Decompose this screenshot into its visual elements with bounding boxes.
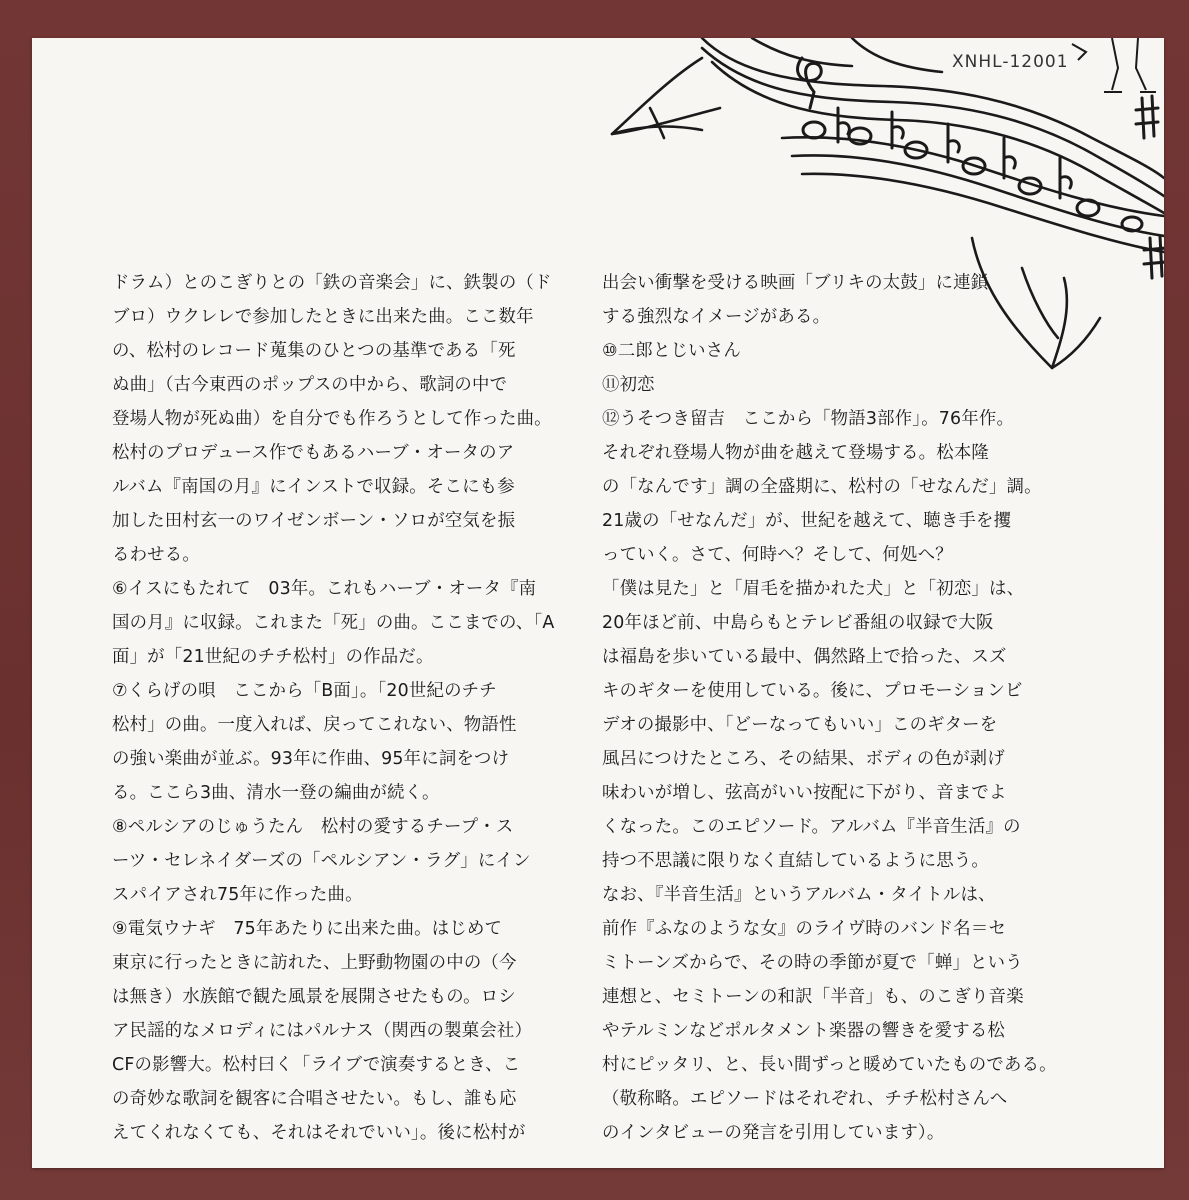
text-line: （敬称略。エピソードはそれぞれ、チチ松村さんへ — [602, 1089, 1008, 1109]
booklet-page — [32, 38, 1164, 1168]
text-line: の、松村のレコード蒐集のひとつの基準である「死 — [112, 341, 516, 361]
text-line: 加した田村玄一のワイゼンボーン・ソロが空気を振 — [112, 511, 516, 531]
text-line: の奇妙な歌詞を観客に合唱させたい。もし、誰も応 — [112, 1089, 517, 1109]
text-line: えてくれなくても、それはそれでいい」。後に松村が — [112, 1123, 526, 1143]
text-line: ブロ）ウクレレで参加したときに出来た曲。ここ数年 — [112, 307, 534, 327]
text-line: 風呂につけたところ、その結果、ボディの色が剥げ — [602, 749, 1005, 769]
text-line: ドラム）とのこぎりとの「鉄の音楽会」に、鉄製の（ド — [112, 273, 552, 293]
text-line: 出会い衝撃を受ける映画「ブリキの太鼓」に連鎖 — [602, 273, 989, 293]
text-line: 面」が「21世紀のチチ松村」の作品だ。 — [112, 647, 434, 667]
text-line: る。ここら3曲、清水一登の編曲が続く。 — [112, 783, 440, 803]
text-line: ミトーンズからで、その時の季節が夏で「蝉」という — [602, 953, 1023, 973]
text-line: ⑥イスにもたれて 03年。これもハーブ・オータ『南 — [112, 579, 537, 599]
text-line: ⑩二郎とじいさん — [602, 341, 741, 361]
text-line: ぬ曲」（古今東西のポップスの中から、歌詞の中で — [112, 375, 508, 395]
text-line: なお、『半音生活』というアルバム・タイトルは、 — [602, 885, 996, 905]
text-line: ⑨電気ウナギ 75年あたりに出来た曲。はじめて — [112, 919, 503, 939]
text-line: 持つ不思議に限りなく直結しているように思う。 — [602, 851, 989, 871]
text-column-right — [602, 266, 1062, 1150]
text-line: キのギターを使用している。後に、プロモーションビ — [602, 681, 1023, 701]
text-line: は無き）水族館で観た風景を展開させたもの。ロシ — [112, 987, 516, 1007]
text-line: する強烈なイメージがある。 — [602, 307, 831, 327]
text-line: 登場人物が死ぬ曲）を自分でも作ろうとして作った曲。 — [112, 409, 552, 429]
text-line: るわせる。 — [112, 545, 200, 565]
text-line: ⑫うそつき留吉 ここから「物語3部作」。76年作。 — [602, 409, 1015, 429]
text-line: スパイアされ75年に作った曲。 — [112, 885, 363, 905]
text-line: 「僕は見た」と「眉毛を描かれた犬」と「初恋」は、 — [602, 579, 1025, 599]
text-line: やテルミンなどポルタメント楽器の響きを愛する松 — [602, 1021, 1006, 1041]
text-line: のインタビューの発言を引用しています）。 — [602, 1123, 945, 1143]
text-line: 国の月』に収録。これまた「死」の曲。ここまでの、「A — [112, 613, 555, 633]
text-line: 21歳の「せなんだ」が、世紀を越えて、聴き手を攫 — [602, 511, 1012, 531]
text-line: の「なんです」調の全盛期に、松村の「せなんだ」調。 — [602, 477, 1042, 497]
text-line: 村にピッタリ、と、長い間ずっと暖めていたものである。 — [602, 1055, 1057, 1075]
text-line: の強い楽曲が並ぶ。93年に作曲、95年に詞をつけ — [112, 749, 510, 769]
text-line: くなった。このエピソード。アルバム『半音生活』の — [602, 817, 1021, 837]
text-line: ア民謡的なメロディにはパルナス（関西の製菓会社） — [112, 1021, 533, 1041]
text-line: 味わいが増し、弦高がいい按配に下がり、音までよ — [602, 783, 1007, 803]
text-line: デオの撮影中、「どーなってもいい」このギターを — [602, 715, 998, 735]
catalog-number: XNHL-12001 — [952, 52, 1069, 72]
text-line: ⑧ペルシアのじゅうたん 松村の愛するチープ・ス — [112, 817, 514, 837]
text-line: は福島を歩いている最中、偶然路上で拾った、スズ — [602, 647, 1007, 667]
text-line: CFの影響大。松村曰く「ライブで演奏するとき、こ — [112, 1055, 521, 1075]
text-line: っていく。さて、何時へ？そして、何処へ？ — [602, 545, 953, 565]
text-line: ーツ・セレネイダーズの「ペルシアン・ラグ」にイン — [112, 851, 531, 871]
text-line: 松村のプロデュース作でもあるハーブ・オータのア — [112, 443, 515, 463]
text-line: 東京に行ったときに訪れた、上野動物園の中の（今 — [112, 953, 517, 973]
text-line: ⑪初恋 — [602, 375, 655, 395]
text-line: それぞれ登場人物が曲を越えて登場する。松本隆 — [602, 443, 989, 463]
text-line: ルバム『南国の月』にインストで収録。そこにも参 — [112, 477, 515, 497]
text-line: 松村」の曲。一度入れば、戻ってこれない、物語性 — [112, 715, 517, 735]
text-column-left — [112, 266, 572, 1150]
text-line: 連想と、セミトーンの和訳「半音」も、のこぎり音楽 — [602, 987, 1024, 1007]
text-line: ⑦くらげの唄 ここから「B面」。「20世紀のチチ — [112, 681, 497, 701]
text-line: 前作『ふなのような女』のライヴ時のバンド名＝セ — [602, 919, 1007, 939]
text-line: 20年ほど前、中島らもとテレビ番組の収録で大阪 — [602, 613, 994, 633]
